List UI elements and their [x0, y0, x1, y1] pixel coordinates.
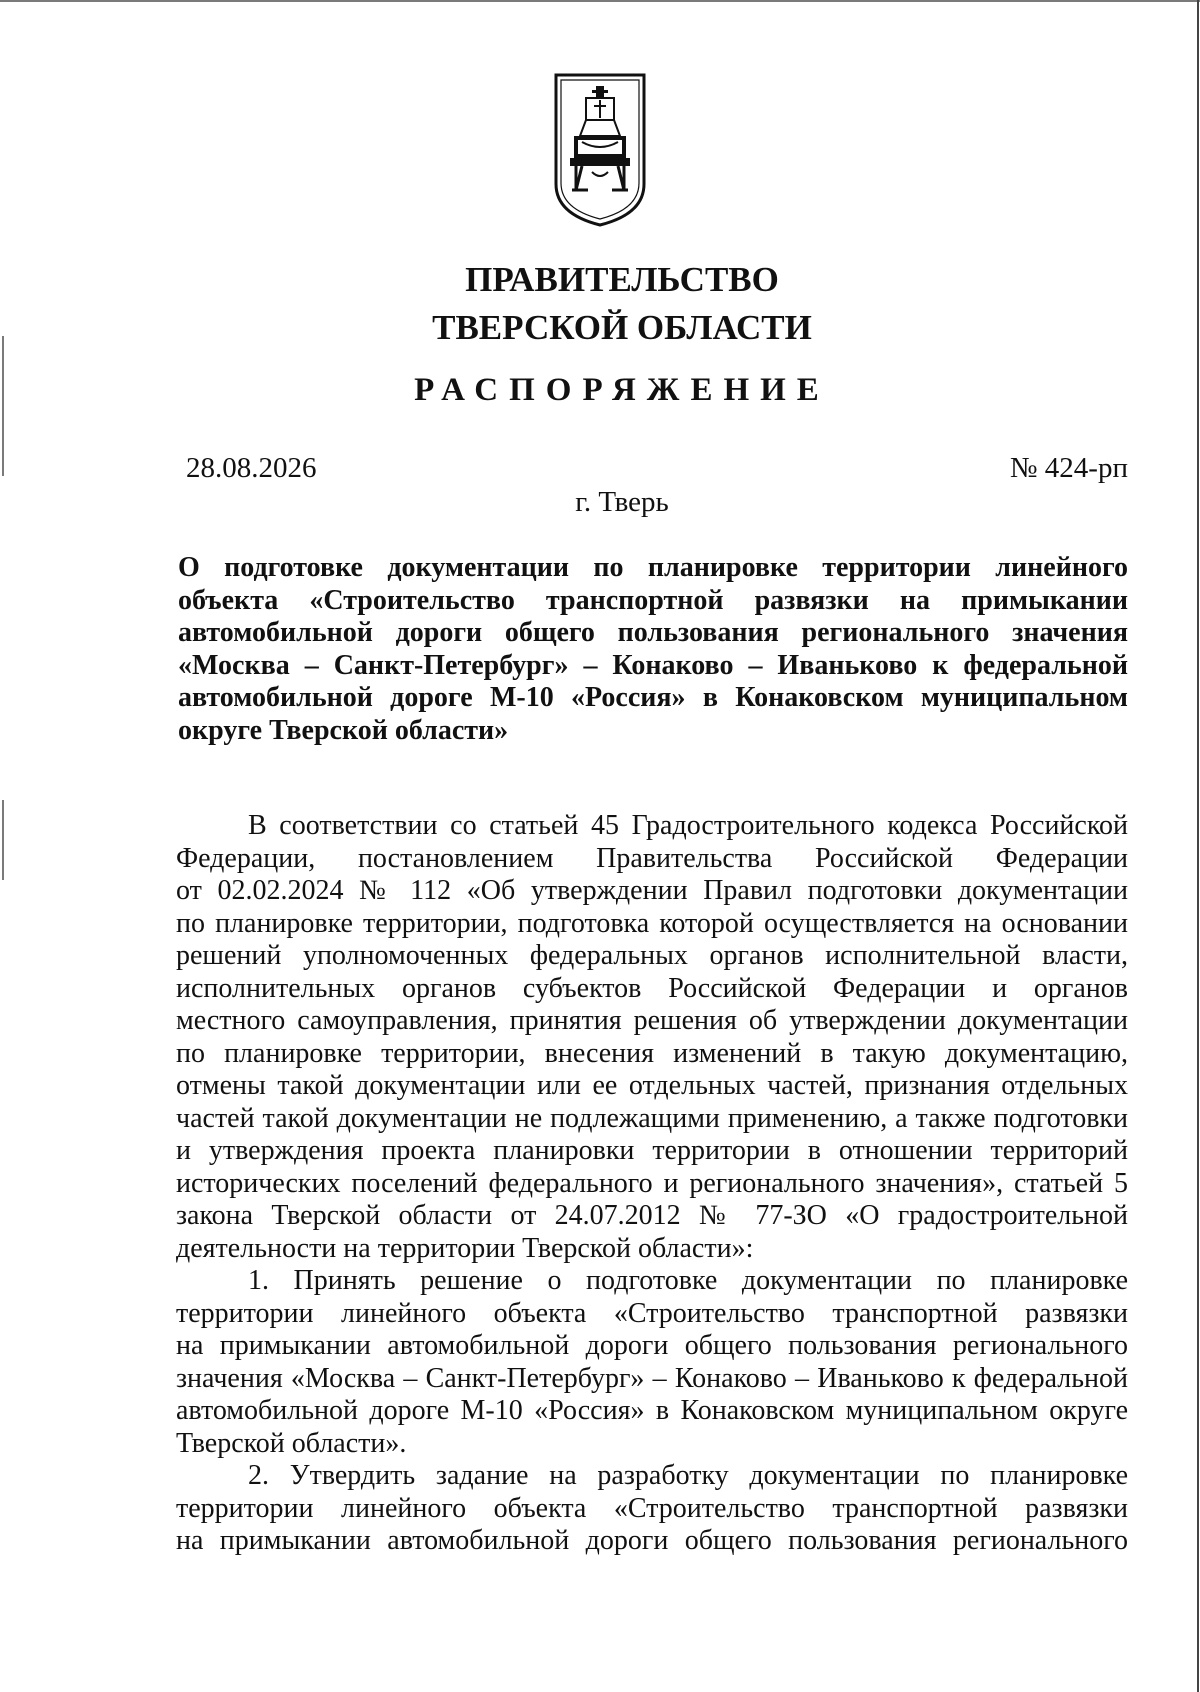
body-line: исполнительных органов субъектов Российской Федерации и органов: [176, 972, 1128, 1004]
body-line: Федерации, постановлением Правительства Российской Федерации: [176, 842, 1128, 874]
scan-edge-top: [0, 0, 1200, 2]
body-line: по планировке территории, внесения изменений в такую документацию,: [176, 1037, 1128, 1069]
body-line: отмены такой документации или ее отдельных частей, признания отдельных: [176, 1070, 1128, 1101]
body-line: территории линейного объекта «Строительство транспортной развязки: [176, 1297, 1128, 1329]
organization-line-2: ТВЕРСКОЙ ОБЛАСТИ: [432, 308, 812, 347]
document-number: № 424-рп: [1009, 452, 1128, 484]
body-line: 1. Принять решение о подготовке документации по планировке: [248, 1265, 1128, 1296]
body-line: местного самоуправления, принятия решения об утверждении документации: [176, 1005, 1128, 1036]
body-line: закона Тверской области от 24.07.2012 № 77-ЗО «О градостроительной: [176, 1200, 1128, 1231]
body-line: 2. Утвердить задание на разработку документации по планировке: [248, 1460, 1128, 1491]
scan-mark-left-2: [2, 800, 4, 880]
subject-line: автомобильной дороге М-10 «Россия» в Конаковском муниципальном: [178, 682, 1128, 714]
body-line: и утверждения проекта планировки территории в отношении территорий: [176, 1135, 1128, 1166]
subject-line: округе Тверской области»: [178, 714, 509, 746]
body-line: решений уполномоченных федеральных органов исполнительной власти,: [176, 940, 1128, 971]
body-line: на примыкании автомобильной дороги общего пользования регионального: [176, 1330, 1128, 1361]
coat-of-arms-icon: [552, 72, 648, 228]
subject-line: объекта «Строительство транспортной развязки на примыкании: [178, 584, 1128, 616]
body-line: по планировке территории, подготовка которой осуществляется на основании: [176, 907, 1128, 939]
document-date: 28.08.2026: [186, 452, 317, 484]
scan-edge-right: [1197, 0, 1199, 1692]
document-city: г. Тверь: [575, 486, 669, 518]
body-line: территории линейного объекта «Строительство транспортной развязки: [176, 1492, 1128, 1524]
body-line: автомобильной дороге М-10 «Россия» в Конаковском муниципальном округе: [176, 1395, 1128, 1426]
body-line: на примыкании автомобильной дороги общего пользования регионального: [176, 1525, 1128, 1556]
body-line: деятельности на территории Тверской области»:: [176, 1232, 754, 1264]
document-subject: [178, 552, 1128, 748]
document-body: [176, 810, 1128, 1558]
government-title: [0, 256, 1200, 352]
body-line: частей такой документации не подлежащими применению, а также подготовки: [176, 1102, 1128, 1134]
body-line: от 02.02.2024 № 112 «Об утверждении Правил подготовки документации: [176, 875, 1128, 906]
subject-line: автомобильной дороги общего пользования регионального значения: [178, 617, 1128, 649]
document-type: РАСПОРЯЖЕНИЕ: [414, 372, 830, 408]
body-line: значения «Москва – Санкт-Петербург» – Конаково – Иваньково к федеральной: [176, 1362, 1128, 1394]
subject-line: «Москва – Санкт-Петербург» – Конаково – Иваньково к федеральной: [178, 649, 1128, 681]
body-line: исторических поселений федерального и регионального значения», статьей 5: [176, 1167, 1128, 1199]
body-line: Тверской области».: [176, 1427, 407, 1459]
body-line: В соответствии со статьей 45 Градостроительного кодекса Российской: [248, 810, 1128, 841]
subject-line: О подготовке документации по планировке территории линейного: [178, 552, 1128, 583]
organization-line-1: ПРАВИТЕЛЬСТВО: [465, 260, 779, 299]
